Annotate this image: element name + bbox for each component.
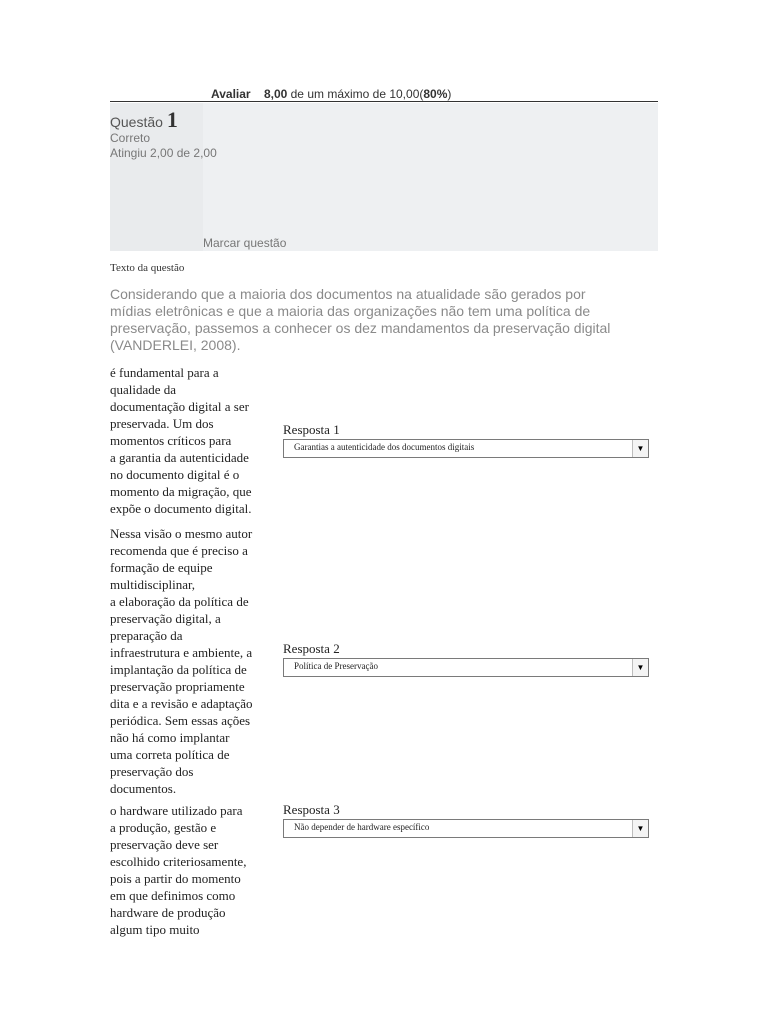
question-title: Questão 1 bbox=[110, 107, 178, 132]
question-state: Correto bbox=[110, 131, 151, 145]
grade-summary: Avaliar 8,00 de um máximo de 10,00(80%) bbox=[110, 86, 658, 102]
chevron-down-icon[interactable]: ▼ bbox=[632, 659, 648, 676]
question-grade: Atingiu 2,00 de 2,00 bbox=[110, 146, 217, 160]
answer-3-label: Resposta 3 bbox=[283, 802, 340, 817]
answer-1-value: Garantias a autenticidade dos documentos digitais bbox=[294, 442, 475, 452]
item-1-prompt: é fundamental para a qualidade da documentação digital a ser preservada. Um dos momentos críticos para a garantia da autenticidade no documento digital é o momento da migração, que expõe o documento digital. bbox=[110, 365, 252, 516]
chevron-down-icon[interactable]: ▼ bbox=[632, 820, 648, 837]
question-text-label: Texto da questão bbox=[110, 262, 185, 274]
item-3-prompt: o hardware utilizado para a produção, gestão e preservação deve ser escolhido criteriosamente, pois a partir do momento em que definimos como hardware de produção algum tipo muito bbox=[110, 803, 247, 937]
answer-3-select[interactable] bbox=[283, 819, 649, 838]
flag-question-link[interactable]: Marcar questão bbox=[203, 236, 287, 250]
answer-2-select[interactable] bbox=[283, 658, 649, 677]
question-number: 1 bbox=[166, 107, 178, 132]
chevron-down-icon[interactable]: ▼ bbox=[632, 440, 648, 457]
question-intro-text: Considerando que a maioria dos documentos na atualidade são gerados por mídias eletrônicas e que a maioria das organizações não tem uma política de preservação, passemos a conhecer os dez mandamentos da preservação digital (VANDERLEI, 2008). bbox=[110, 286, 611, 353]
item-2-prompt: Nessa visão o mesmo autor recomenda que é preciso a formação de equipe multidisciplinar, a elaboração da política de preservação digital, a preparação da infraestrutura e ambiente, a implantação da política de preservação propriamente dita e a revisão e adaptação periódica. Sem essas ações não há como implantar uma correta política de preservação dos documentos. bbox=[110, 526, 253, 796]
answer-3-value: Não depender de hardware específico bbox=[294, 822, 430, 832]
grade-label: Avaliar bbox=[211, 87, 251, 101]
question-info-panel bbox=[110, 103, 658, 251]
grade-percent: 80% bbox=[423, 87, 448, 101]
answer-1-select[interactable] bbox=[283, 439, 649, 458]
answer-2-label: Resposta 2 bbox=[283, 641, 340, 656]
grade-score: 8,00 bbox=[263, 87, 288, 101]
answer-1-label: Resposta 1 bbox=[283, 422, 340, 437]
grade-max-text: de um máximo de 10,00( bbox=[287, 87, 424, 101]
answer-2-value: Política de Preservação bbox=[294, 661, 378, 671]
